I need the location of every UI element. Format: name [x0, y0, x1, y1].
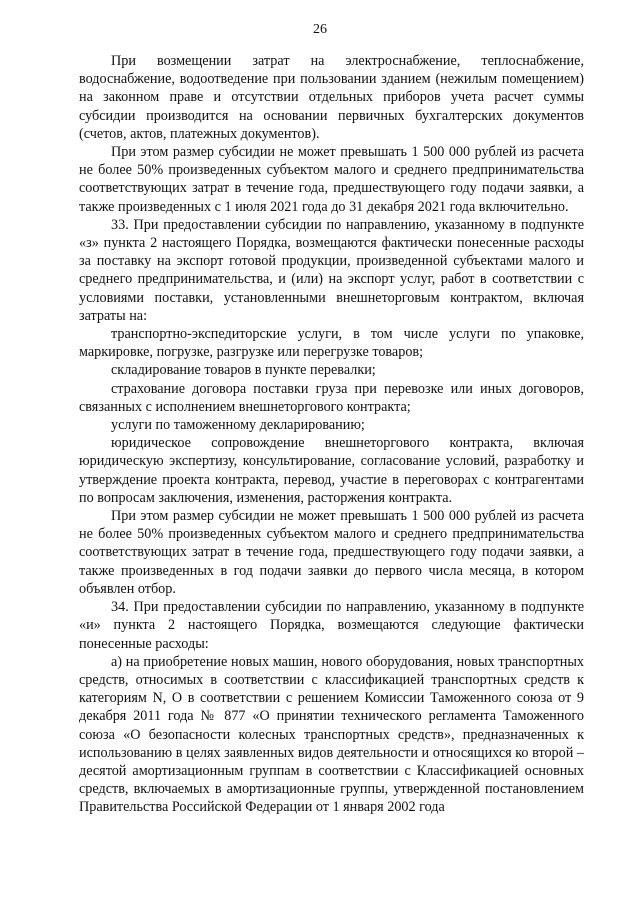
paragraph: При возмещении затрат на электроснабжение, теплоснабжение, водоснабжение, водоотведение при пользовании зданием (нежилым помещением) на законном праве и отсутствии отдельных приборов учета расчет суммы субсидии производится на основании первичных бухгалтерских документов (счетов, актов, платежных документов).: [79, 53, 584, 142]
paragraph: 33. При предоставлении субсидии по направлению, указанному в подпункте «з» пункта 2 настоящего Порядка, возмещаются фактически понесенные расходы за поставку на экспорт готовой продукции, произведенной субъектами малого и среднего предпринимательства, и (или) на экспорт услуг, работ в соответствии с условиями поставки, установленными внешнеторговым контрактом, включая затраты на:: [79, 216, 584, 324]
page-number: 26: [313, 22, 327, 37]
paragraph: 34. При предоставлении субсидии по направлению, указанному в подпункте «и» пункта 2 настоящего Порядка, возмещаются следующие фактически понесенные расходы:: [79, 599, 584, 652]
document-body: [79, 52, 584, 817]
paragraph: а) на приобретение новых машин, нового оборудования, новых транспортных средств, относимых в соответствии с классификацией транспортных средств к категориям N, O в соответствии с решением Комиссии Таможенного союза от 9 декабря 2011 года № 877 «О принятии технического регламента Таможенного союза «О безопасности колесных транспортных средств», предназначенных к использованию в целях заявленных видов деятельности и относящихся ко второй – десятой амортизационным группам в соответствии с Классификацией основных средств, включаемых в амортизационные группы, утвержденной постановлением Правительства Российской Федерации от 1 января 2002 года: [79, 653, 584, 816]
paragraph: услуги по таможенному декларированию;: [111, 417, 365, 434]
paragraph: При этом размер субсидии не может превышать 1 500 000 рублей из расчета не более 50% произведенных субъектом малого и среднего предпринимательства соответствующих затрат в течение года, предшествующего году подачи заявки, а также произведенных с 1 июля 2021 года до 31 декабря 2021 года включительно.: [79, 144, 584, 215]
paragraph: складирование товаров в пункте перевалки;: [111, 362, 376, 379]
paragraph: При этом размер субсидии не может превышать 1 500 000 рублей из расчета не более 50% произведенных субъектом малого и среднего предпринимательства соответствующих затрат в течение года, предшествующего году подачи заявки, а также произведенных в год подачи заявки до первого числа месяца, в котором объявлен отбор.: [79, 508, 584, 597]
paragraph: страхование договора поставки груза при перевозке или иных договоров, связанных с исполнением внешнеторгового контракта;: [79, 380, 584, 415]
paragraph: юридическое сопровождение внешнеторгового контракта, включая юридическую экспертизу, консультирование, согласование условий, разработку и утверждение проекта контракта, перевод, участие в переговорах с контрагентами по вопросам заключения, изменения, расторжения контракта.: [79, 435, 584, 506]
paragraph: транспортно-экспедиторские услуги, в том числе услуги по упаковке, маркировке, погрузке, разгрузке или перегрузке товаров;: [79, 326, 584, 361]
